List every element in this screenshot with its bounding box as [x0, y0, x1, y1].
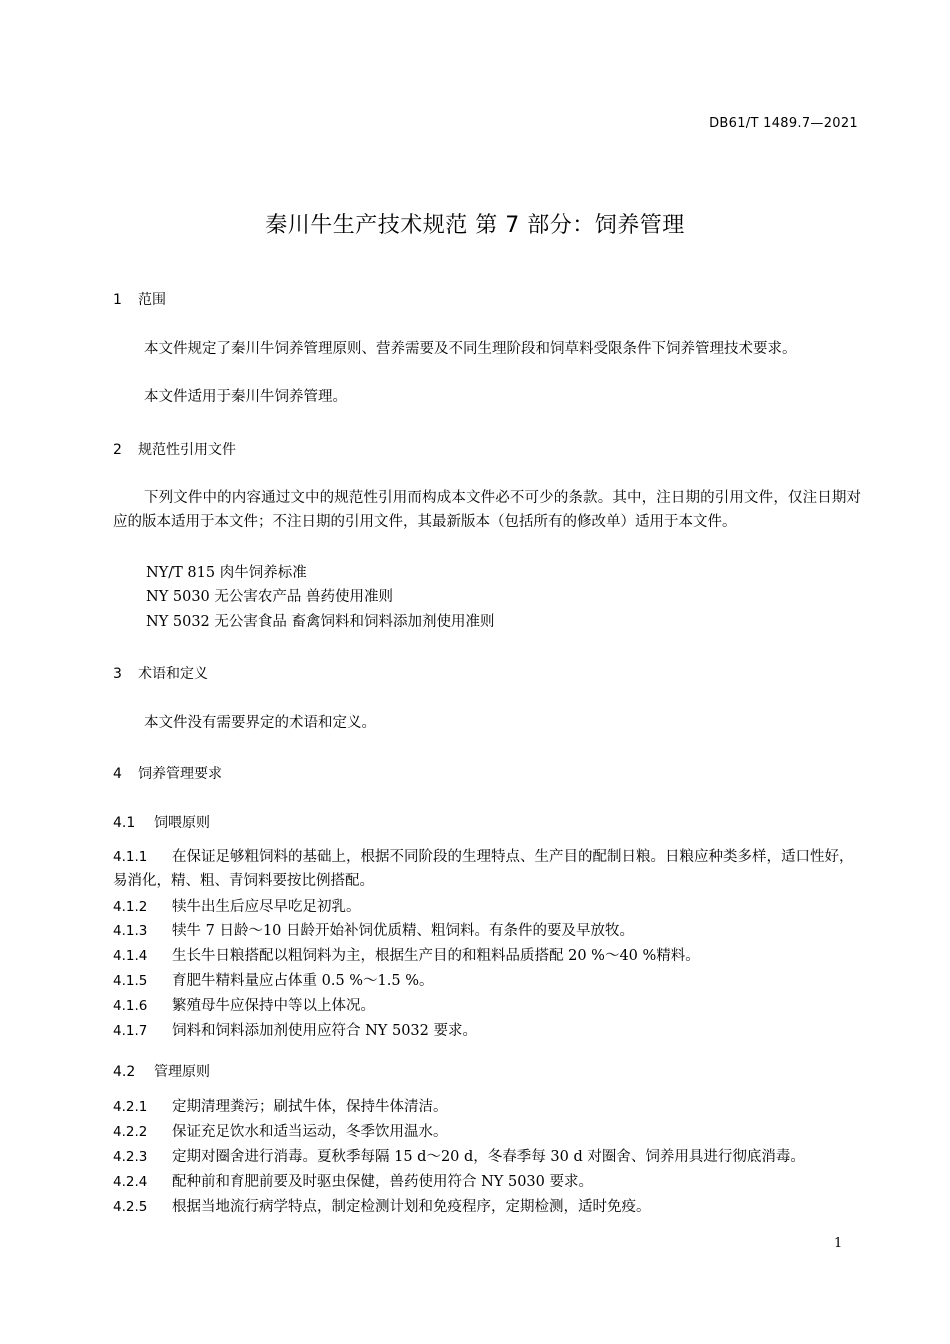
clause-item: [113, 845, 861, 893]
clause-item: [113, 895, 861, 919]
clause-item: [113, 994, 861, 1018]
clause-number: 4.1.2: [113, 899, 148, 915]
section-3-paragraph: 本文件没有需要界定的术语和定义。: [144, 715, 376, 731]
section-number: 2: [113, 442, 122, 458]
section-title: 术语和定义: [138, 666, 208, 682]
section-number: 3: [113, 666, 122, 682]
clause-number: 4.2.3: [113, 1149, 148, 1165]
section-title: 规范性引用文件: [138, 442, 236, 458]
clause-number: 4.1.6: [113, 998, 148, 1014]
section-title: 饲养管理要求: [138, 766, 222, 782]
clause-number: 4.1.5: [113, 973, 148, 989]
clause-item: [113, 1145, 861, 1169]
clause-item: [113, 944, 861, 968]
clause-text: 在保证足够粗饲料的基础上，根据不同阶段的生理特点、生产目的配制日粮。日粮应种类多样，适口性好，易消化，精、粗、青饲料要按比例搭配。: [113, 849, 854, 889]
section-1-paragraph-2: 本文件适用于秦川牛饲养管理。: [144, 389, 347, 405]
page-title: 秦川牛生产技术规范 第 7 部分：饲养管理: [265, 213, 685, 238]
subsection-4-2-heading: [113, 1061, 210, 1081]
reference-item: NY/T 815 肉牛饲养标准: [146, 565, 307, 581]
clause-number: 4.2.2: [113, 1124, 148, 1140]
clause-item: [113, 1170, 861, 1194]
clause-item: [113, 919, 861, 943]
document-number: DB61/T 1489.7—2021: [709, 116, 858, 131]
subsection-number: 4.1: [113, 815, 136, 831]
clause-number: 4.1.1: [113, 849, 148, 865]
subsection-title: 饲喂原则: [154, 815, 210, 831]
clause-text: 定期对圈舍进行消毒。夏秋季每隔 15 d～20 d，冬春季每 30 d 对圈舍、饲养用具进行彻底消毒。: [172, 1149, 805, 1165]
clause-item: [113, 1019, 861, 1043]
clause-text: 育肥牛精料量应占体重 0.5 %～1.5 %。: [172, 973, 434, 989]
clause-item: [113, 1195, 861, 1219]
section-2-paragraph: 下列文件中的内容通过文中的规范性引用而构成本文件必不可少的条款。其中，注日期的引用文件，仅注日期对应的版本适用于本文件；不注日期的引用文件，其最新版本（包括所有的修改单）适用于本文件。: [113, 490, 861, 530]
clause-item: [113, 969, 861, 993]
section-2-heading: [113, 439, 236, 459]
clause-text: 犊牛出生后应尽早吃足初乳。: [172, 899, 361, 915]
section-3-heading: [113, 663, 208, 683]
clause-text: 饲料和饲料添加剂使用应符合 NY 5032 要求。: [172, 1023, 477, 1039]
clause-text: 生长牛日粮搭配以粗饲料为主，根据生产目的和粗料品质搭配 20 %～40 %精料。: [172, 948, 700, 964]
clause-item: [113, 1120, 861, 1144]
clause-number: 4.1.3: [113, 923, 148, 939]
subsection-number: 4.2: [113, 1064, 136, 1080]
clause-text: 配种前和育肥前要及时驱虫保健，兽药使用符合 NY 5030 要求。: [172, 1174, 593, 1190]
section-number: 4: [113, 766, 122, 782]
clause-item: [113, 1095, 861, 1119]
clause-text: 保证充足饮水和适当运动，冬季饮用温水。: [172, 1124, 448, 1140]
subsection-title: 管理原则: [154, 1064, 210, 1080]
clause-number: 4.1.7: [113, 1023, 148, 1039]
clause-text: 根据当地流行病学特点，制定检测计划和免疫程序，定期检测，适时免疫。: [172, 1199, 651, 1215]
section-number: 1: [113, 292, 122, 308]
reference-item: NY 5030 无公害农产品 兽药使用准则: [146, 589, 393, 605]
subsection-4-1-heading: [113, 812, 210, 832]
clause-text: 定期清理粪污；刷拭牛体，保持牛体清洁。: [172, 1099, 448, 1115]
section-1-heading: [113, 289, 166, 309]
section-4-heading: [113, 763, 222, 783]
reference-item: NY 5032 无公害食品 畜禽饲料和饲料添加剂使用准则: [146, 614, 495, 630]
clause-number: 4.2.4: [113, 1174, 148, 1190]
clause-text: 犊牛 7 日龄～10 日龄开始补饲优质精、粗饲料。有条件的要及早放牧。: [172, 923, 635, 939]
section-1-paragraph-1: 本文件规定了秦川牛饲养管理原则、营养需要及不同生理阶段和饲草料受限条件下饲养管理技术要求。: [144, 341, 797, 357]
clause-number: 4.1.4: [113, 948, 148, 964]
page-number: 1: [834, 1236, 843, 1251]
section-title: 范围: [138, 292, 166, 308]
clause-number: 4.2.5: [113, 1199, 148, 1215]
clause-text: 繁殖母牛应保持中等以上体况。: [172, 998, 375, 1014]
clause-number: 4.2.1: [113, 1099, 148, 1115]
